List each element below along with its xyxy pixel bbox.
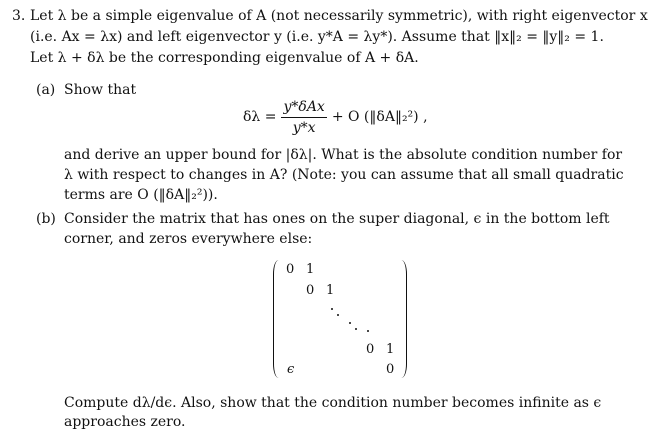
matrix-r3-c1: 0: [366, 342, 375, 357]
part-b-line-1: Consider the matrix that has ones on the super diagonal, ϵ in the bottom left: [64, 211, 610, 227]
part-b-label: (b): [36, 211, 56, 227]
part-a-follow-2: λ with respect to changes in A? (Note: you can assume that all small quadratic: [64, 167, 624, 183]
diag-dot: [331, 308, 333, 310]
equation-lhs: δλ =: [243, 108, 277, 125]
diag-dot: [367, 330, 369, 332]
matrix-r3-c2: 1: [386, 342, 395, 357]
matrix-right-paren: [396, 260, 407, 378]
diag-dot: [349, 322, 351, 324]
matrix-r2-c3: 1: [326, 283, 335, 298]
part-b-closing-2: approaches zero.: [64, 414, 186, 430]
diag-dot: [355, 328, 357, 330]
part-a-follow-1: and derive an upper bound for |δλ|. What is the absolute condition number for: [64, 147, 623, 163]
intro-line-3: Let λ + δλ be the corresponding eigenvalue of A + δA.: [30, 50, 419, 66]
matrix-r1-c1: 0: [286, 262, 295, 277]
part-a-equation: [243, 96, 428, 138]
diag-dot: [337, 314, 339, 316]
part-b-line-2: corner, and zeros everywhere else:: [64, 231, 313, 247]
matrix-r2-c2: 0: [306, 283, 315, 298]
matrix-r4-c1: 0: [386, 362, 395, 377]
intro-line-2: (i.e. Ax = λx) and left eigenvector y (i.e. y*A = λy*). Assume that ‖x‖₂ = ‖y‖₂ = 1.: [30, 29, 604, 45]
matrix-left-paren: [273, 260, 284, 378]
part-a-lead: Show that: [64, 82, 137, 98]
equation-rhs: + O (‖δA‖₂²) ,: [331, 108, 428, 125]
intro-line-1: Let λ be a simple eigenvalue of A (not necessarily symmetric), with right eigenvector x: [30, 8, 648, 24]
matrix-r1-c2: 1: [306, 262, 315, 277]
part-b-closing-1: Compute dλ/dϵ. Also, show that the condition number becomes infinite as ϵ: [64, 395, 602, 411]
part-a-label: (a): [36, 82, 56, 98]
problem-number: 3.: [12, 8, 26, 24]
equation-numerator: y*δAx: [281, 99, 326, 118]
equation-fraction: [281, 99, 326, 136]
matrix-corner-epsilon: ϵ: [287, 362, 295, 377]
matrix: [273, 260, 407, 378]
part-a-follow-3: terms are O (‖δA‖₂²)).: [64, 187, 218, 203]
equation-denominator: y*x: [292, 119, 316, 136]
